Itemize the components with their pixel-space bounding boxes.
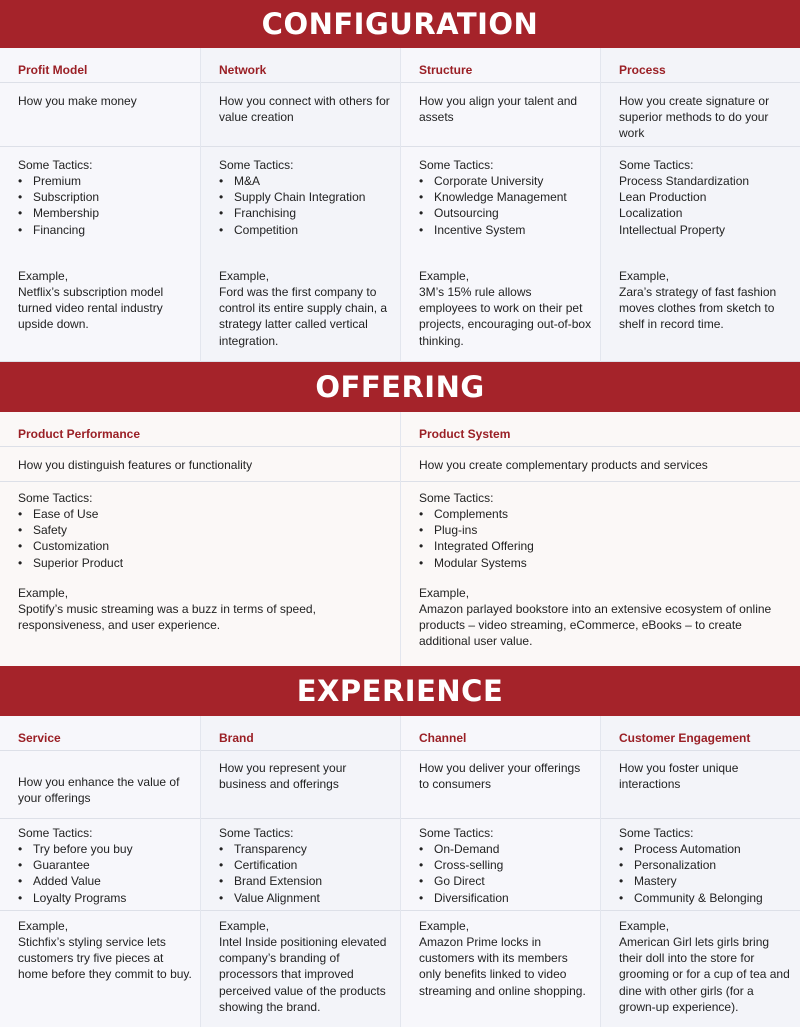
experience-column-service — [0, 716, 200, 1027]
example-label: Example, — [18, 919, 69, 933]
tactics-list — [619, 841, 792, 906]
configuration-heading: CONFIGURATION — [0, 0, 800, 48]
offering-heading: OFFERING — [0, 362, 800, 412]
list-item: • Modular Systems — [419, 555, 792, 571]
tactics-label: Some Tactics: — [619, 826, 694, 840]
tactics-list — [419, 506, 792, 571]
column-title: Process — [619, 63, 666, 77]
tactics-block — [0, 819, 200, 911]
list-item: • Supply Chain Integration — [219, 189, 392, 205]
list-item: • Subscription — [18, 189, 192, 205]
configuration-column-profit-model — [0, 48, 200, 362]
list-item: • Brand Extension — [219, 873, 392, 889]
list-item: • Loyalty Programs — [18, 890, 192, 906]
list-item: • Ease of Use — [18, 506, 392, 522]
example-block — [401, 911, 600, 1027]
example-label: Example, — [619, 919, 670, 933]
column-description: How you connect with others for value creation — [219, 94, 390, 125]
list-item: Intellectual Property — [619, 222, 726, 237]
tactics-label: Some Tactics: — [419, 491, 494, 505]
tactics-list — [18, 506, 392, 571]
tactics-list — [419, 173, 592, 238]
column-title: Channel — [419, 731, 467, 745]
tactics-block — [401, 819, 600, 911]
configuration-column-process — [600, 48, 800, 362]
experience-column-brand — [200, 716, 400, 1027]
example-text: Ford was the first company to control its entire supply chain, a strategy latter called vertical integration. — [219, 285, 388, 348]
column-body — [0, 147, 200, 362]
tactics-label: Some Tactics: — [419, 158, 494, 172]
list-item: • Incentive System — [419, 222, 592, 238]
example-block — [0, 911, 200, 1027]
example-text: 3M’s 15% rule allows employees to work on their pet projects, encouraging out-of-box thinking. — [419, 285, 592, 348]
tactics-label: Some Tactics: — [219, 158, 294, 172]
column-title: Profit Model — [18, 63, 88, 77]
list-item: • Mastery — [619, 873, 792, 889]
experience-heading: EXPERIENCE — [0, 666, 800, 716]
column-title: Network — [219, 63, 267, 77]
list-item: • Corporate University — [419, 173, 592, 189]
column-description: How you distinguish features or functionality — [18, 458, 253, 472]
example-text: Spotify’s music streaming was a buzz in terms of speed, responsiveness, and user experience. — [18, 602, 316, 633]
list-item: • Diversification — [419, 890, 592, 906]
list-item: • Certification — [219, 857, 392, 873]
list-item: • Process Automation — [619, 841, 792, 857]
list-item: • M&A — [219, 173, 392, 189]
example-text: Intel Inside positioning elevated company’s branding of processors that improved perceived value of the products showing the brand. — [219, 935, 387, 1014]
list-item: • Premium — [18, 173, 192, 189]
experience-section — [0, 716, 800, 1027]
list-item: Process Standardization — [619, 174, 750, 188]
example-label: Example, — [619, 269, 670, 283]
offering-column-product-performance — [0, 412, 400, 666]
column-description: How you enhance the value of your offerings — [18, 775, 180, 806]
configuration-section — [0, 48, 800, 362]
list-item: • Customization — [18, 538, 392, 554]
column-title: Service — [18, 731, 61, 745]
example-text: Amazon parlayed bookstore into an extensive ecosystem of online products – video streaming, eCommerce, eBooks – to create additional user value. — [419, 602, 772, 649]
list-item: • Complements — [419, 506, 792, 522]
column-description: How you create complementary products and services — [419, 458, 708, 472]
list-item: • Personalization — [619, 857, 792, 873]
tactics-block — [201, 819, 400, 911]
tactics-label: Some Tactics: — [18, 491, 93, 505]
column-title: Customer Engagement — [619, 731, 751, 745]
column-description: How you foster unique interactions — [619, 761, 739, 792]
tactics-label: Some Tactics: — [18, 826, 93, 840]
list-item: • Plug-ins — [419, 522, 792, 538]
example-label: Example, — [18, 269, 69, 283]
tactics-list — [18, 173, 192, 238]
list-item: • Transparency — [219, 841, 392, 857]
list-item: • Knowledge Management — [419, 189, 592, 205]
example-text: American Girl lets girls bring their doll into the store for grooming or for a cup of tea and dine with other girls (for a grown-up experience). — [619, 935, 790, 1014]
column-description: How you make money — [18, 94, 137, 108]
configuration-column-network — [200, 48, 400, 362]
list-item: • Superior Product — [18, 555, 392, 571]
configuration-column-structure — [400, 48, 600, 362]
column-body — [601, 147, 800, 362]
tactics-list — [619, 173, 792, 238]
example-label: Example, — [219, 269, 270, 283]
column-body — [401, 147, 600, 362]
experience-column-channel — [400, 716, 600, 1027]
list-item: • Membership — [18, 205, 192, 221]
column-description: How you align your talent and assets — [419, 94, 578, 125]
tactics-list — [18, 841, 192, 906]
example-text: Amazon Prime locks in customers with its members only benefits linked to video streaming and online shopping. — [419, 935, 586, 998]
offering-column-product-system — [400, 412, 800, 666]
column-description: How you deliver your offerings to consumers — [419, 761, 581, 792]
list-item: • Cross-selling — [419, 857, 592, 873]
list-item: • Community & Belonging — [619, 890, 792, 906]
column-description: How you create signature or superior methods to do your work — [619, 94, 770, 141]
example-text: Stichfix’s styling service lets customers try five pieces at home before they commit to buy. — [18, 935, 192, 982]
example-text: Netflix’s subscription model turned video rental industry upside down. — [18, 285, 164, 332]
column-body — [0, 482, 400, 666]
list-item: • Outsourcing — [419, 205, 592, 221]
column-body — [201, 147, 400, 362]
list-item: • Value Alignment — [219, 890, 392, 906]
column-title: Product Performance — [18, 427, 141, 441]
column-description: How you represent your business and offerings — [219, 761, 347, 792]
tactics-label: Some Tactics: — [419, 826, 494, 840]
tactics-block — [601, 819, 800, 911]
list-item: Localization — [619, 206, 683, 221]
tactics-list — [219, 173, 392, 238]
list-item: Lean Production — [619, 190, 707, 205]
list-item: • Try before you buy — [18, 841, 192, 857]
tactics-label: Some Tactics: — [219, 826, 294, 840]
list-item: • Safety — [18, 522, 392, 538]
example-label: Example, — [419, 919, 470, 933]
example-label: Example, — [18, 586, 69, 600]
example-label: Example, — [419, 269, 470, 283]
experience-column-customer-engagement — [600, 716, 800, 1027]
list-item: • Go Direct — [419, 873, 592, 889]
example-label: Example, — [419, 586, 470, 600]
list-item: • Guarantee — [18, 857, 192, 873]
column-title: Brand — [219, 731, 254, 745]
list-item: • On-Demand — [419, 841, 592, 857]
tactics-label: Some Tactics: — [18, 158, 93, 172]
tactics-list — [219, 841, 392, 906]
list-item: • Financing — [18, 222, 192, 238]
list-item: • Competition — [219, 222, 392, 238]
list-item: • Integrated Offering — [419, 538, 792, 554]
column-title: Product System — [419, 427, 511, 441]
column-body — [401, 482, 800, 666]
example-block — [601, 911, 800, 1027]
example-text: Zara’s strategy of fast fashion moves clothes from sketch to shelf in record time. — [619, 285, 777, 332]
tactics-list — [419, 841, 592, 906]
example-block — [201, 911, 400, 1027]
example-label: Example, — [219, 919, 270, 933]
tactics-label: Some Tactics: — [619, 158, 694, 172]
column-title: Structure — [419, 63, 473, 77]
list-item: • Franchising — [219, 205, 392, 221]
list-item: • Added Value — [18, 873, 192, 889]
offering-section — [0, 412, 800, 666]
